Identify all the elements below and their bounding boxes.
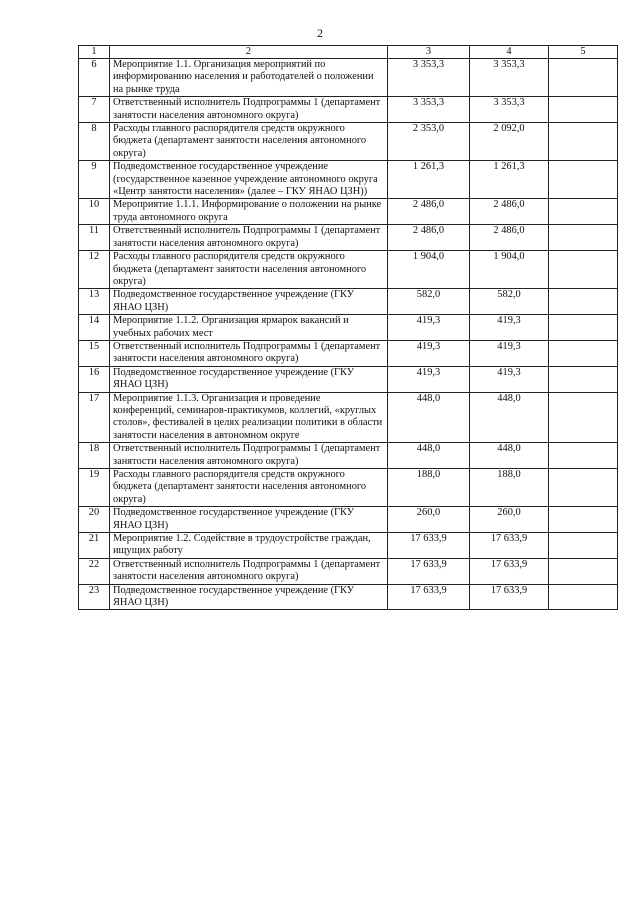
table-row <box>79 289 618 315</box>
page-number: 2 <box>317 26 323 40</box>
row-description: Мероприятие 1.1.3. Организация и проведение конференций, семинаров-практикумов, коллегий, «круглых столов», фестивалей в целях реализации политики в области занятости населения в автономном округе <box>110 392 388 443</box>
table-row <box>79 558 618 584</box>
row-description: Мероприятие 1.2. Содействие в трудоустройстве граждан, ищущих работу <box>110 533 388 559</box>
value-col-4: 2 486,0 <box>470 199 549 225</box>
value-col-5 <box>549 161 618 199</box>
column-header: 5 <box>549 46 618 59</box>
table-row <box>79 340 618 366</box>
value-col-4: 419,3 <box>470 366 549 392</box>
value-col-5 <box>549 59 618 97</box>
row-number: 10 <box>79 199 110 225</box>
value-col-5 <box>549 533 618 559</box>
value-col-4: 1 904,0 <box>470 251 549 289</box>
row-number: 23 <box>79 584 110 610</box>
row-description: Ответственный исполнитель Подпрограммы 1 (департамент занятости населения автономного округа) <box>110 225 388 251</box>
row-number: 18 <box>79 443 110 469</box>
row-number: 8 <box>79 123 110 161</box>
value-col-5 <box>549 97 618 123</box>
value-col-3: 3 353,3 <box>388 59 470 97</box>
row-number: 16 <box>79 366 110 392</box>
value-col-4: 448,0 <box>470 443 549 469</box>
row-number: 15 <box>79 340 110 366</box>
value-col-3: 2 486,0 <box>388 225 470 251</box>
value-col-3: 3 353,3 <box>388 97 470 123</box>
row-description: Ответственный исполнитель Подпрограммы 1 (департамент занятости населения автономного округа) <box>110 97 388 123</box>
header-row <box>79 46 618 59</box>
table-row <box>79 97 618 123</box>
value-col-4: 448,0 <box>470 392 549 443</box>
value-col-4: 3 353,3 <box>470 59 549 97</box>
table-row <box>79 315 618 341</box>
row-number: 20 <box>79 507 110 533</box>
row-number: 6 <box>79 59 110 97</box>
value-col-5 <box>549 251 618 289</box>
value-col-3: 419,3 <box>388 366 470 392</box>
value-col-3: 448,0 <box>388 443 470 469</box>
row-description: Подведомственное государственное учреждение (ГКУ ЯНАО ЦЗН) <box>110 584 388 610</box>
value-col-5 <box>549 340 618 366</box>
value-col-5 <box>549 315 618 341</box>
column-header: 3 <box>388 46 470 59</box>
table-row <box>79 469 618 507</box>
table-row <box>79 392 618 443</box>
table-row <box>79 123 618 161</box>
row-description: Расходы главного распорядителя средств окружного бюджета (департамент занятости населения автономного округа) <box>110 251 388 289</box>
table-body <box>79 59 618 610</box>
row-description: Подведомственное государственное учреждение (ГКУ ЯНАО ЦЗН) <box>110 366 388 392</box>
value-col-4: 419,3 <box>470 315 549 341</box>
value-col-3: 17 633,9 <box>388 584 470 610</box>
value-col-3: 2 486,0 <box>388 199 470 225</box>
row-description: Подведомственное государственное учреждение (ГКУ ЯНАО ЦЗН) <box>110 289 388 315</box>
value-col-3: 582,0 <box>388 289 470 315</box>
value-col-3: 260,0 <box>388 507 470 533</box>
row-description: Мероприятие 1.1. Организация мероприятий по информированию населения и работодателей о положении на рынке труда <box>110 59 388 97</box>
row-description: Расходы главного распорядителя средств окружного бюджета (департамент занятости населения автономного округа) <box>110 469 388 507</box>
value-col-5 <box>549 443 618 469</box>
budget-table <box>78 45 618 610</box>
value-col-5 <box>549 366 618 392</box>
value-col-3: 17 633,9 <box>388 558 470 584</box>
table-row <box>79 59 618 97</box>
row-number: 17 <box>79 392 110 443</box>
row-description: Расходы главного распорядителя средств окружного бюджета (департамент занятости населения автономного округа) <box>110 123 388 161</box>
row-number: 21 <box>79 533 110 559</box>
table-row <box>79 199 618 225</box>
row-number: 19 <box>79 469 110 507</box>
value-col-3: 419,3 <box>388 315 470 341</box>
value-col-5 <box>549 123 618 161</box>
value-col-5 <box>549 507 618 533</box>
value-col-5 <box>549 199 618 225</box>
row-number: 9 <box>79 161 110 199</box>
table-row <box>79 443 618 469</box>
value-col-5 <box>549 289 618 315</box>
column-header: 4 <box>470 46 549 59</box>
value-col-4: 188,0 <box>470 469 549 507</box>
row-description: Мероприятие 1.1.1. Информирование о положении на рынке труда автономного округа <box>110 199 388 225</box>
table-row <box>79 251 618 289</box>
row-number: 11 <box>79 225 110 251</box>
value-col-3: 17 633,9 <box>388 533 470 559</box>
value-col-3: 1 261,3 <box>388 161 470 199</box>
value-col-4: 17 633,9 <box>470 558 549 584</box>
row-description: Ответственный исполнитель Подпрограммы 1 (департамент занятости населения автономного округа) <box>110 558 388 584</box>
row-description: Подведомственное государственное учреждение (ГКУ ЯНАО ЦЗН) <box>110 507 388 533</box>
row-number: 22 <box>79 558 110 584</box>
row-number: 7 <box>79 97 110 123</box>
table-row <box>79 533 618 559</box>
value-col-5 <box>549 558 618 584</box>
value-col-4: 2 092,0 <box>470 123 549 161</box>
row-description: Ответственный исполнитель Подпрограммы 1 (департамент занятости населения автономного округа) <box>110 340 388 366</box>
value-col-5 <box>549 469 618 507</box>
row-number: 12 <box>79 251 110 289</box>
value-col-4: 17 633,9 <box>470 533 549 559</box>
value-col-3: 1 904,0 <box>388 251 470 289</box>
value-col-4: 1 261,3 <box>470 161 549 199</box>
value-col-3: 448,0 <box>388 392 470 443</box>
value-col-5 <box>549 584 618 610</box>
row-description: Подведомственное государственное учреждение (государственное казенное учреждение автономного округа «Центр занятости населения» (далее – ГКУ ЯНАО ЦЗН)) <box>110 161 388 199</box>
value-col-4: 2 486,0 <box>470 225 549 251</box>
column-header: 1 <box>79 46 110 59</box>
table-row <box>79 366 618 392</box>
value-col-4: 419,3 <box>470 340 549 366</box>
value-col-5 <box>549 225 618 251</box>
value-col-4: 582,0 <box>470 289 549 315</box>
row-description: Мероприятие 1.1.2. Организация ярмарок вакансий и учебных рабочих мест <box>110 315 388 341</box>
table-row <box>79 161 618 199</box>
table-row <box>79 225 618 251</box>
row-description: Ответственный исполнитель Подпрограммы 1 (департамент занятости населения автономного округа) <box>110 443 388 469</box>
value-col-3: 188,0 <box>388 469 470 507</box>
column-header: 2 <box>110 46 388 59</box>
row-number: 13 <box>79 289 110 315</box>
table-row <box>79 584 618 610</box>
value-col-5 <box>549 392 618 443</box>
value-col-3: 419,3 <box>388 340 470 366</box>
value-col-4: 3 353,3 <box>470 97 549 123</box>
value-col-3: 2 353,0 <box>388 123 470 161</box>
table-row <box>79 507 618 533</box>
value-col-4: 17 633,9 <box>470 584 549 610</box>
row-number: 14 <box>79 315 110 341</box>
value-col-4: 260,0 <box>470 507 549 533</box>
